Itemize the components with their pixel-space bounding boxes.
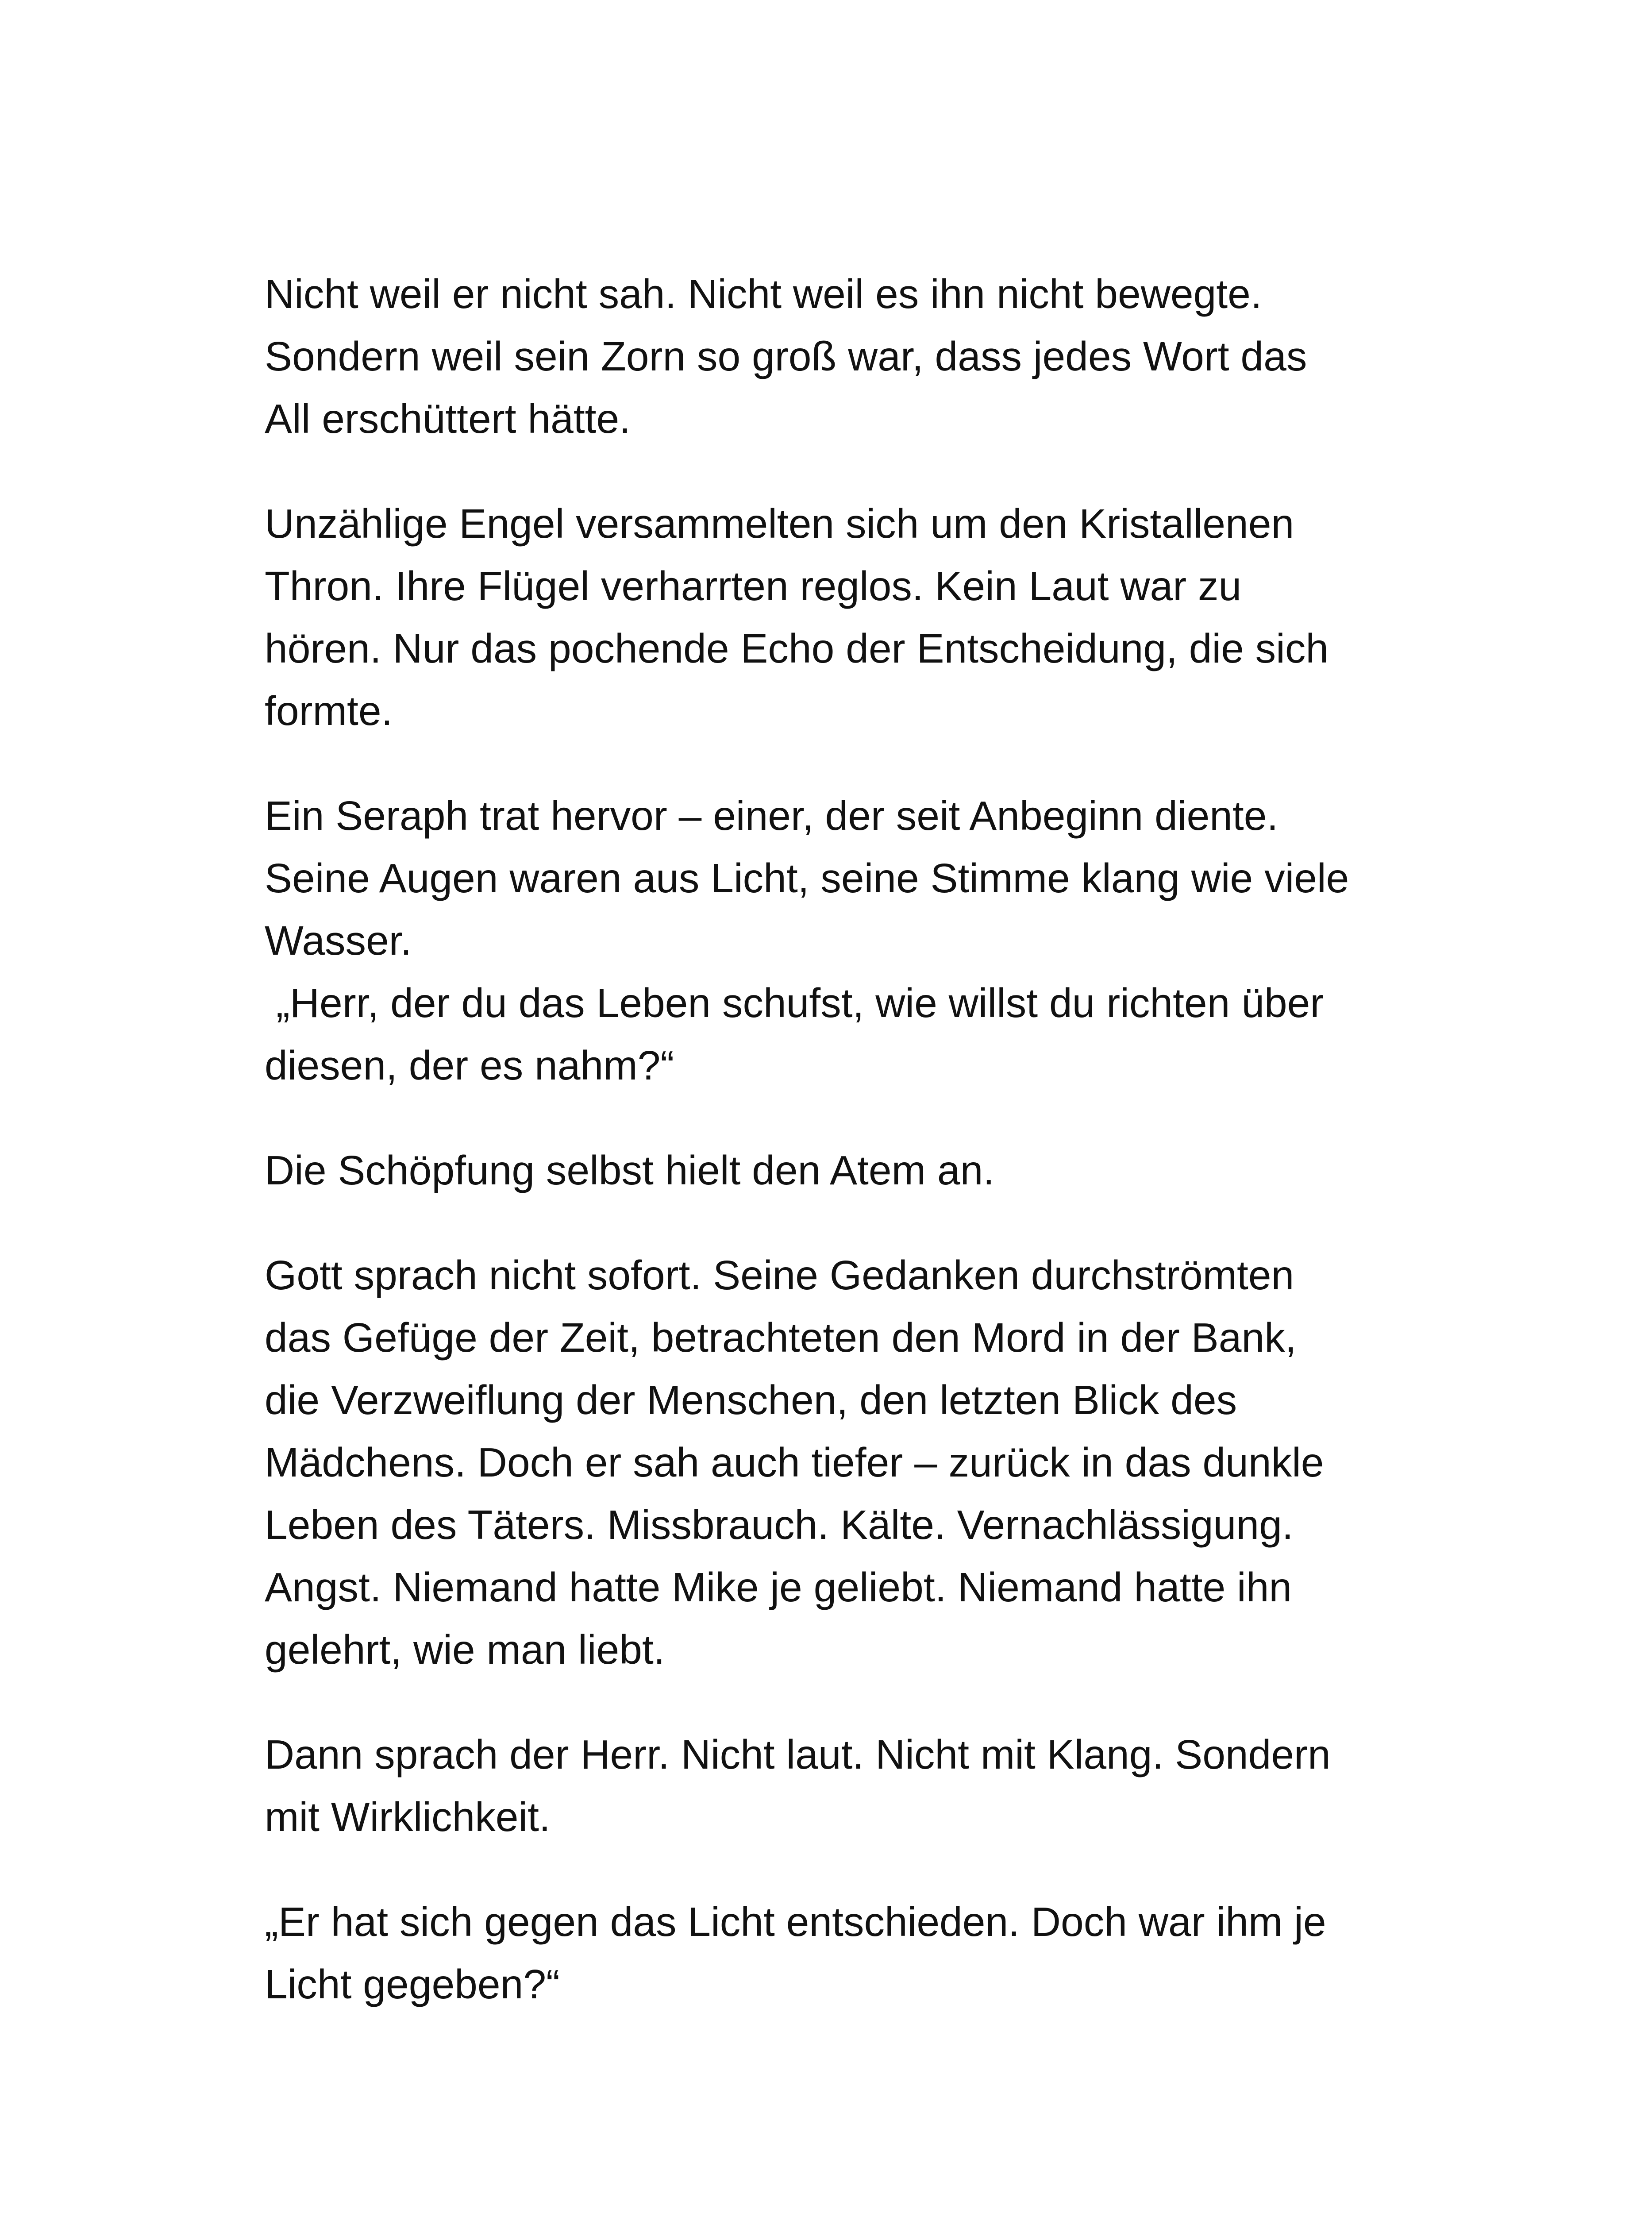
text-line: formte. bbox=[265, 688, 393, 734]
text-line: diesen, der es nahm?“ bbox=[265, 1042, 674, 1088]
text-line: „Er hat sich gegen das Licht entschieden. Doch war ihm je bbox=[265, 1899, 1326, 1945]
text-line: Dann sprach der Herr. Nicht laut. Nicht mit Klang. Sondern bbox=[265, 1731, 1331, 1777]
text-line: Seine Augen waren aus Licht, seine Stimme klang wie viele bbox=[265, 855, 1349, 901]
text-line: Nicht weil er nicht sah. Nicht weil es ihn nicht bewegte. bbox=[265, 271, 1262, 317]
text-line: Wasser. bbox=[265, 918, 412, 964]
paragraph bbox=[265, 1723, 1398, 1848]
text-line: All erschüttert hätte. bbox=[265, 396, 631, 442]
text-line: Gott sprach nicht sofort. Seine Gedanken durchströmten bbox=[265, 1252, 1294, 1298]
paragraph bbox=[265, 1244, 1398, 1681]
text-line: Unzählige Engel versammelten sich um den Kristallenen bbox=[265, 501, 1294, 547]
text-line: Die Schöpfung selbst hielt den Atem an. bbox=[265, 1147, 995, 1193]
paragraph bbox=[265, 1891, 1398, 2016]
paragraph bbox=[265, 785, 1398, 1097]
text-line: „Herr, der du das Leben schufst, wie willst du richten über bbox=[265, 980, 1324, 1026]
text-line: Sondern weil sein Zorn so groß war, dass jedes Wort das bbox=[265, 333, 1307, 379]
paragraph bbox=[265, 263, 1398, 450]
text-line: Leben des Täters. Missbrauch. Kälte. Vernachlässigung. bbox=[265, 1502, 1294, 1548]
text-line: Ein Seraph trat hervor – einer, der seit Anbeginn diente. bbox=[265, 793, 1278, 839]
text-line: Thron. Ihre Flügel verharrten reglos. Kein Laut war zu bbox=[265, 563, 1242, 609]
paragraph bbox=[265, 493, 1398, 742]
text-line: Licht gegeben?“ bbox=[265, 1961, 560, 2007]
text-line: mit Wirklichkeit. bbox=[265, 1794, 551, 1840]
text-line: gelehrt, wie man liebt. bbox=[265, 1627, 665, 1673]
text-line: hören. Nur das pochende Echo der Entscheidung, die sich bbox=[265, 625, 1329, 671]
document-body bbox=[265, 263, 1398, 2058]
text-line: die Verzweiflung der Menschen, den letzten Blick des bbox=[265, 1377, 1237, 1423]
text-line: Mädchens. Doch er sah auch tiefer – zurück in das dunkle bbox=[265, 1439, 1324, 1485]
text-line: Angst. Niemand hatte Mike je geliebt. Niemand hatte ihn bbox=[265, 1564, 1292, 1610]
text-line: das Gefüge der Zeit, betrachteten den Mord in der Bank, bbox=[265, 1315, 1297, 1361]
paragraph bbox=[265, 1139, 1398, 1202]
